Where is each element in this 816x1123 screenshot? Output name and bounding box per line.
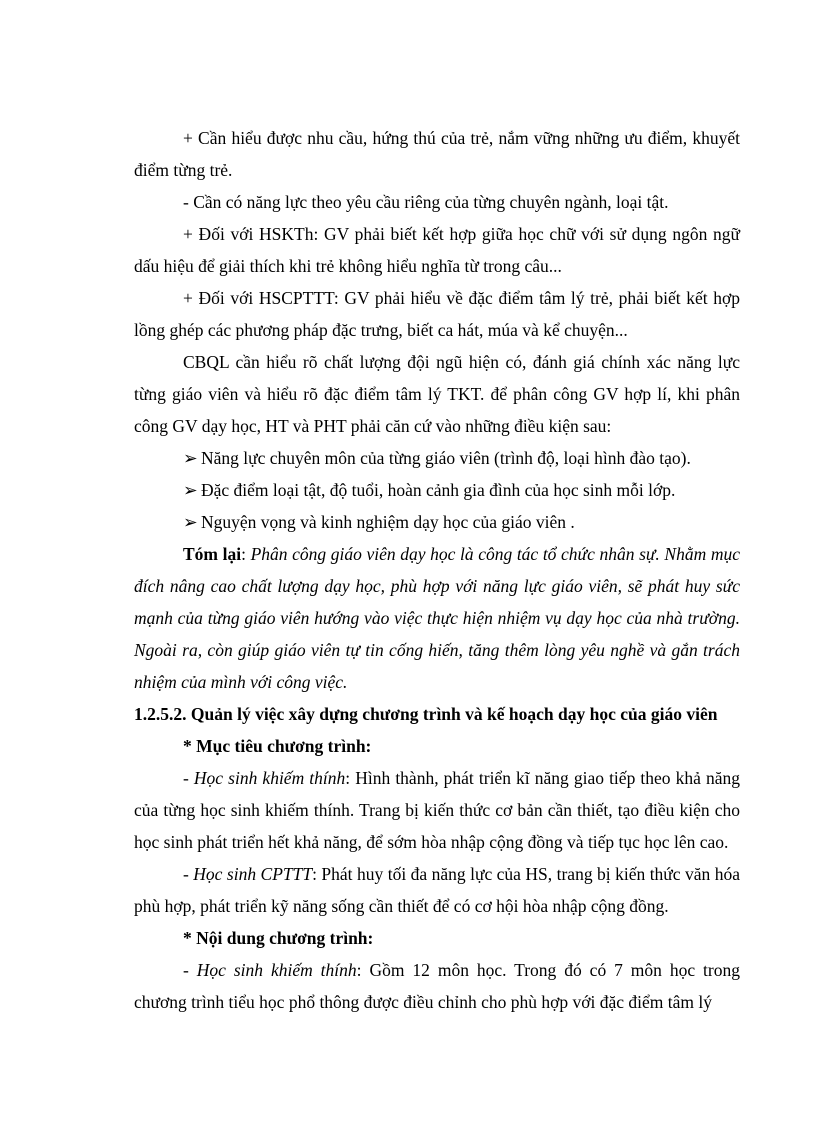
arrow-bullet-icon: ➢ bbox=[183, 480, 198, 500]
goals-heading: * Mục tiêu chương trình: bbox=[183, 736, 372, 756]
paragraph-goal-cpttt: - Học sinh CPTTT: Phát huy tối đa năng lực của HS, trang bị kiến thức văn hóa phù hợp, phát triển kỹ năng sống cần thiết để có cơ hội hòa nhập cộng đồng. bbox=[134, 864, 741, 916]
paragraph-management: CBQL cần hiểu rõ chất lượng đội ngũ hiện có, đánh giá chính xác năng lực từng giáo viên và hiểu rõ đặc điểm tâm lý TKT. để phân công GV hợp lí, khi phân công GV dạy học, HT và PHT phải căn cứ vào những điều kiện sau: bbox=[134, 352, 740, 436]
summary-label: Tóm lại bbox=[183, 544, 242, 564]
summary-text: Phân công giáo viên dạy học là công tác tổ chức nhân sự. Nhằm mục đích nâng cao chất lượng dạy học, phù hợp với năng lực giáo viên, sẽ phát huy sức mạnh của từng giáo viên hướng vào việc thực hiện nhiệm vụ dạy học của nhà trường. Ngoài ra, còn giúp giáo viên tự tin cống hiến, tăng thêm lòng yêu nghề và gắn trách nhiệm của mình với công việc. bbox=[134, 544, 740, 692]
paragraph-content-hearing: - Học sinh khiếm thính: Gồm 12 môn học. Trong đó có 7 môn học trong chương trình tiểu học phổ thông được điều chỉnh cho phù hợp với đặc điểm tâm lý bbox=[134, 960, 741, 1012]
paragraph-specialty-competence: - Cần có năng lực theo yêu cầu riêng của từng chuyên ngành, loại tật. bbox=[183, 192, 669, 212]
paragraph-child-needs: + Cần hiểu được nhu cầu, hứng thú của trẻ, nắm vững những ưu điểm, khuyết điểm từng trẻ. bbox=[134, 128, 740, 180]
content-heading: * Nội dung chương trình: bbox=[183, 928, 374, 948]
paragraph-intellectual-disability: + Đối với HSCPTTT: GV phải hiểu về đặc điểm tâm lý trẻ, phải biết kết hợp lồng ghép các phương pháp đặc trưng, biết ca hát, múa và kể chuyện... bbox=[134, 288, 740, 340]
arrow-bullet-icon: ➢ bbox=[183, 448, 198, 468]
paragraph-summary: Tóm lại: Phân công giáo viên dạy học là công tác tổ chức nhân sự. Nhằm mục đích nâng cao chất lượng dạy học, phù hợp với năng lực giáo viên, sẽ phát huy sức mạnh của từng giáo viên hướng vào việc thực hiện nhiệm vụ dạy học của nhà trường. Ngoài ra, còn giúp giáo viên tự tin cống hiến, tăng thêm lòng yêu nghề và gắn trách nhiệm của mình với công việc. bbox=[134, 544, 740, 692]
bullet-item: ➢ Năng lực chuyên môn của từng giáo viên (trình độ, loại hình đào tạo). bbox=[134, 442, 740, 474]
bullet-item: ➢ Đặc điểm loại tật, độ tuổi, hoàn cảnh gia đình của học sinh mỗi lớp. bbox=[134, 474, 740, 506]
arrow-bullet-icon: ➢ bbox=[183, 512, 198, 532]
paragraph-goal-hearing: - Học sinh khiếm thính: Hình thành, phát triển kĩ năng giao tiếp theo khả năng của từng học sinh khiếm thính. Trang bị kiến thức cơ bản cần thiết, tạo điều kiện cho học sinh phát triển hết khả năng, để sớm hòa nhập cộng đồng và tiếp tục học lên cao. bbox=[134, 768, 740, 852]
section-heading: 1.2.5.2. Quản lý việc xây dựng chương trình và kế hoạch dạy học của giáo viên bbox=[134, 704, 718, 724]
body-text bbox=[134, 122, 740, 1018]
bullet-item: ➢ Nguyện vọng và kinh nghiệm dạy học của giáo viên . bbox=[134, 506, 740, 538]
paragraph-hearing-impaired: + Đối với HSKTh: GV phải biết kết hợp giữa học chữ với sử dụng ngôn ngữ dấu hiệu để giải thích khi trẻ không hiểu nghĩa từ trong câu... bbox=[134, 224, 740, 276]
